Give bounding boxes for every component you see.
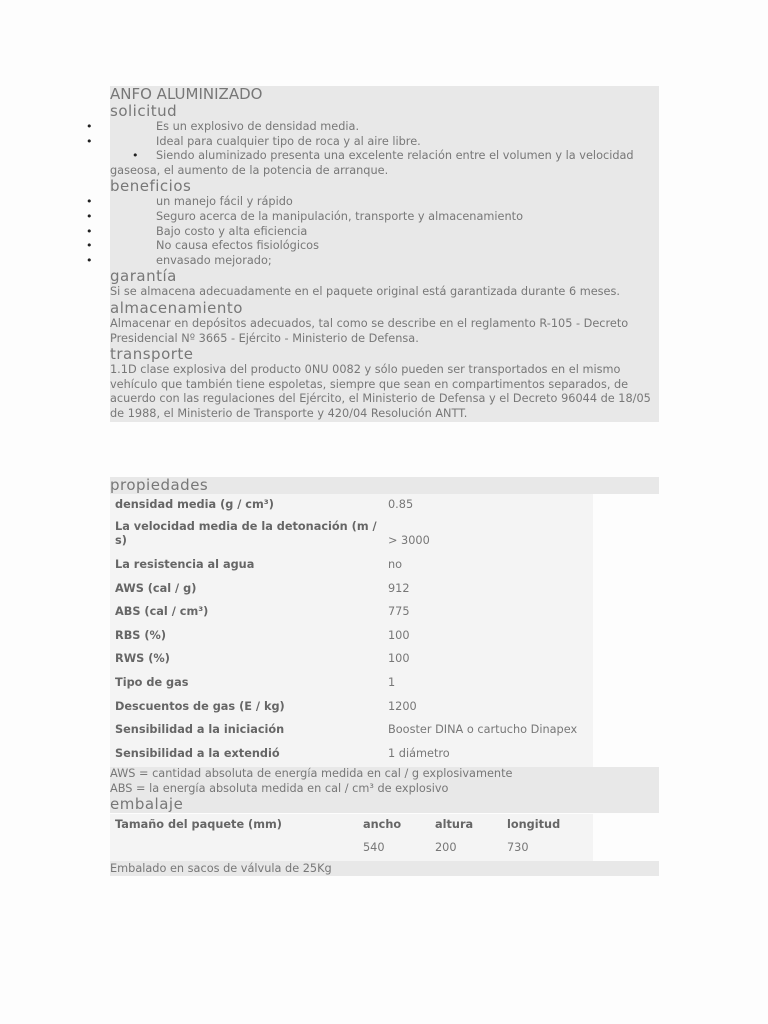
property-label: densidad media (g / cm³) — [115, 498, 274, 511]
garantia-heading: garantía — [110, 267, 177, 286]
length-header: longitud — [507, 818, 561, 831]
list-item: • No causa efectos fisiológicos — [110, 239, 659, 254]
width-value: 540 — [363, 841, 385, 854]
property-value: 775 — [388, 605, 410, 618]
property-value: 100 — [388, 652, 410, 665]
property-label: AWS (cal / g) — [115, 582, 197, 595]
solicitud-list — [110, 120, 659, 178]
list-item: • Bajo costo y alta eficiencia — [110, 225, 659, 240]
height-value: 200 — [435, 841, 457, 854]
packaging-table — [110, 814, 593, 861]
property-label: ABS (cal / cm³) — [115, 605, 209, 618]
embalaje-heading: embalaje — [110, 795, 184, 814]
property-label: RBS (%) — [115, 629, 167, 642]
property-value: 912 — [388, 582, 410, 595]
property-value: 1 — [388, 676, 396, 689]
property-label: La velocidad media de la detonación (m / s) — [115, 520, 377, 547]
property-value: 1200 — [388, 700, 417, 713]
almacenamiento-text: Almacenar en depósitos adecuados, tal como se describe en el reglamento R-105 - Decreto Presidencial Nº 3665 - Ejército - Ministerio de Defensa. — [110, 316, 629, 345]
propiedades-heading-bar — [110, 477, 659, 494]
properties-notes — [110, 767, 659, 813]
list-item: • un manejo fácil y rápido — [110, 195, 659, 210]
property-label: Tipo de gas — [115, 676, 189, 689]
list-item: • Siendo aluminizado presenta una excelente relación entre el volumen y la velocidad gaseosa, el aumento de la potencia de arranque. — [110, 149, 659, 178]
list-item: • Seguro acerca de la manipulación, transporte y almacenamiento — [110, 210, 659, 225]
property-label: Sensibilidad a la extendió — [115, 747, 280, 760]
packaging-note: Embalado en sacos de válvula de 25Kg — [110, 862, 332, 875]
product-description-section — [110, 86, 659, 422]
property-value: 1 diámetro — [388, 747, 450, 760]
property-label: La resistencia al agua — [115, 558, 255, 571]
transporte-text: 1.1D clase explosiva del producto 0NU 0082 y sólo pueden ser transportados en el mismo vehículo que también tiene espoletas, siempre que sean en compartimentos separados, de acuerdo con las regulaciones del Ejército, el Ministerio de Defensa y el Decreto 96044 de 18/05 de 1988, el Ministerio de Transporte y 420/04 Resolución ANTT. — [110, 363, 651, 420]
propiedades-heading: propiedades — [110, 476, 209, 494]
abs-note: ABS = la energía absoluta medida en cal / cm³ de explosivo — [110, 781, 449, 795]
packaging-note-bar — [110, 861, 659, 876]
garantia-text: Si se almacena adecuadamente en el paquete original está garantizada durante 6 meses. — [110, 285, 620, 299]
property-value: Booster DINA o cartucho Dinapex — [388, 723, 578, 736]
property-value: > 3000 — [388, 534, 430, 547]
property-value: 100 — [388, 629, 410, 642]
beneficios-list — [110, 195, 659, 268]
length-value: 730 — [507, 841, 529, 854]
solicitud-heading: solicitud — [110, 102, 178, 120]
beneficios-heading: beneficios — [110, 177, 192, 196]
document-title: ANFO ALUMINIZADO — [110, 85, 263, 103]
property-value: 0.85 — [388, 498, 414, 511]
list-item: • Ideal para cualquier tipo de roca y al aire libre. — [110, 135, 659, 150]
aws-note: AWS = cantidad absoluta de energía medida en cal / g explosivamente — [110, 767, 513, 780]
width-header: ancho — [363, 818, 402, 831]
height-header: altura — [435, 818, 474, 831]
property-label: Sensibilidad a la iniciación — [115, 723, 285, 736]
package-size-header: Tamaño del paquete (mm) — [115, 818, 282, 831]
property-label: RWS (%) — [115, 652, 170, 665]
property-label: Descuentos de gas (E / kg) — [115, 700, 285, 713]
almacenamiento-heading: almacenamiento — [110, 298, 243, 317]
properties-table — [110, 494, 593, 768]
transporte-heading: transporte — [110, 345, 194, 364]
list-item: • Es un explosivo de densidad media. — [110, 120, 659, 135]
property-value: no — [388, 558, 403, 571]
list-item: • envasado mejorado; — [110, 254, 659, 269]
